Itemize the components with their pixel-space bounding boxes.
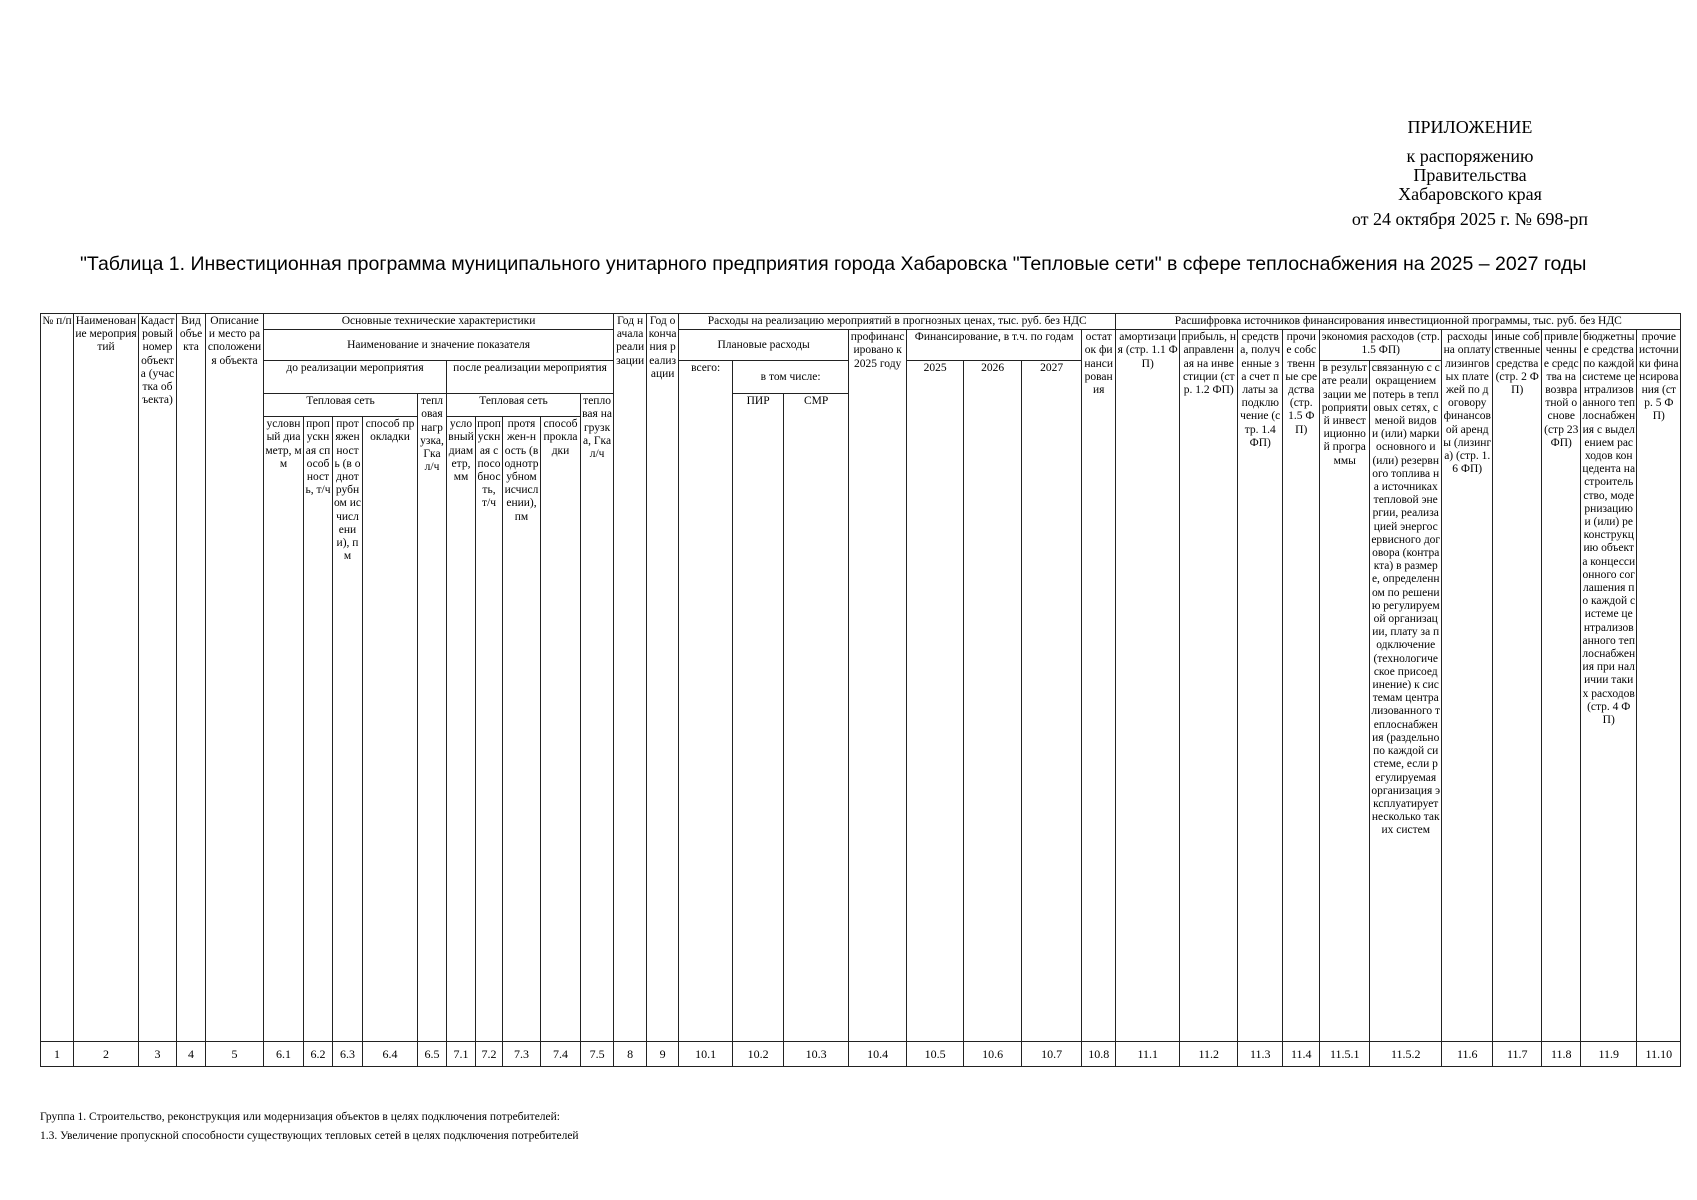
- col-header-name: Наименование мероприятий: [74, 314, 139, 1042]
- column-number: 11.3: [1238, 1042, 1283, 1067]
- column-number: 3: [139, 1042, 177, 1067]
- col-header-after: после реализации мероприятия: [447, 361, 614, 394]
- col-header-prefin: профинансировано к 2025 году: [849, 330, 907, 1042]
- col-header-2025: 2025: [907, 361, 964, 1042]
- col-header-other-src: прочие источники финансирования (стр. 5 ФП): [1637, 330, 1681, 1042]
- column-number: 11.7: [1493, 1042, 1542, 1067]
- appendix-line: к распоряжению: [1406, 146, 1534, 166]
- column-number: 11.5.1: [1320, 1042, 1370, 1067]
- column-number: 6.2: [304, 1042, 333, 1067]
- col-header-cap: пропускная способность, т/ч: [476, 417, 503, 1042]
- col-header-network: Тепловая сеть: [447, 394, 581, 417]
- column-number: 11.10: [1637, 1042, 1681, 1067]
- column-number: 7.2: [476, 1042, 503, 1067]
- column-number: 6.5: [418, 1042, 447, 1067]
- col-header-kind: Вид объекта: [177, 314, 206, 1042]
- col-header-before: до реализации мероприятия: [264, 361, 447, 394]
- column-number: 4: [177, 1042, 206, 1067]
- column-number: 11.6: [1442, 1042, 1493, 1067]
- col-header-economy: экономия расходов (стр. 1.5 ФП): [1320, 330, 1442, 361]
- col-header-leasing: расходы на оплату лизинговых платежей по договору финансовой аренды (лизинга) (стр. 1.6 ФП): [1442, 330, 1493, 1042]
- column-number: 10.3: [784, 1042, 849, 1067]
- subgroup-caption: 1.3. Увеличение пропускной способности существующих тепловых сетей в целях подключения потребителей: [40, 1130, 579, 1142]
- column-numbers-row: [41, 1042, 1681, 1067]
- col-header-pir: ПИР: [733, 394, 784, 1042]
- column-number: 11.8: [1542, 1042, 1581, 1067]
- col-header-other-own: прочие собственные средства (стр. 1.5 ФП): [1283, 330, 1320, 1042]
- header-row: [41, 330, 1681, 361]
- col-header-planned: Плановые расходы: [679, 330, 849, 361]
- col-header-econ-a: в результате реализации мероприятий инвестиционной программы: [1320, 361, 1370, 1042]
- col-header-profit: прибыль, направленная на инвестиции (стр. 1.2 ФП): [1180, 330, 1238, 1042]
- col-header-incl: в том числе:: [733, 361, 849, 394]
- column-number: 10.8: [1082, 1042, 1116, 1067]
- col-header-len: протяженность (в однотрубном исчислении), пм: [333, 417, 363, 1042]
- col-header-indicator: Наименование и значение показателя: [264, 330, 614, 361]
- col-header-other-funds: иные собственные средства (стр. 2 ФП): [1493, 330, 1542, 1042]
- column-number: 8: [614, 1042, 647, 1067]
- column-number: 6.3: [333, 1042, 363, 1067]
- col-header-budget: бюджетные средства по каждой системе централизованного теплоснабжения с выделением расходов концедента на строительство, модернизацию и (или) реконструкцию объекта концессионного соглашения по каждой системе централизованного теплоснабжения при наличии таких расходов (стр. 4 ФП): [1581, 330, 1637, 1042]
- column-number: 10.7: [1022, 1042, 1082, 1067]
- col-header-load: тепловая нагрузка, Гкал/ч: [418, 394, 447, 1042]
- col-header-connect: средства, полученные за счет платы за подключение (стр. 1.4 ФП): [1238, 330, 1283, 1042]
- investment-program-table: [40, 313, 1681, 1067]
- column-number: 1: [41, 1042, 74, 1067]
- column-number: 10.2: [733, 1042, 784, 1067]
- col-header-len: протяжен-ность (в однотрубном исчислении), пм: [503, 417, 541, 1042]
- column-number: 7.4: [541, 1042, 581, 1067]
- column-number: 11.1: [1116, 1042, 1180, 1067]
- column-number: 2: [74, 1042, 139, 1067]
- header-row: [41, 314, 1681, 330]
- column-number: 9: [647, 1042, 679, 1067]
- col-header-econ-b: связанную с сокращением потерь в тепловых сетях, сменой видов и (или) марки основного и (или) резервного топлива на источниках тепловой энергии, реализацией энергосервисного договора (контракта) в размере, определенном по решению регулируемой организации, плату за подключение (технологическое присоединение) к системам централизованного теплоснабжения (раздельно по каждой системе, если регулируемая организация эксплуатирует несколько таких систем: [1370, 361, 1442, 1042]
- col-header-cap: пропускная способность, т/ч: [304, 417, 333, 1042]
- col-header-desc: Описание и место расположения объекта: [206, 314, 264, 1042]
- col-header-diam: условный диаметр, мм: [447, 417, 476, 1042]
- appendix-line: Правительства: [1413, 165, 1527, 185]
- col-header-lay: способ прокладки: [541, 417, 581, 1042]
- col-header-costs: Расходы на реализацию мероприятий в прогнозных ценах, тыс. руб. без НДС: [679, 314, 1116, 330]
- column-number: 7.1: [447, 1042, 476, 1067]
- column-number: 6.4: [363, 1042, 418, 1067]
- column-number: 10.1: [679, 1042, 733, 1067]
- col-header-lay: способ прокладки: [363, 417, 418, 1042]
- col-header-num: № п/п: [41, 314, 74, 1042]
- col-header-load: тепловая нагрузка, Гкал/ч: [581, 394, 614, 1042]
- col-header-year-start: Год начала реализации: [614, 314, 647, 1042]
- col-header-2027: 2027: [1022, 361, 1082, 1042]
- col-header-borrowed: привлеченные средства на возвратной основе (стр 23 ФП): [1542, 330, 1581, 1042]
- col-header-sources: Расшифровка источников финансирования инвестиционной программы, тыс. руб. без НДС: [1116, 314, 1681, 330]
- column-number: 11.2: [1180, 1042, 1238, 1067]
- column-number: 7.3: [503, 1042, 541, 1067]
- column-number: 6.1: [264, 1042, 304, 1067]
- col-header-smr: СМР: [784, 394, 849, 1042]
- col-header-total: всего:: [679, 361, 733, 1042]
- column-number: 11.4: [1283, 1042, 1320, 1067]
- col-header-2026: 2026: [964, 361, 1022, 1042]
- appendix-title: ПРИЛОЖЕНИЕ: [1407, 117, 1533, 137]
- column-number: 11.9: [1581, 1042, 1637, 1067]
- appendix-line: Хабаровского края: [1398, 184, 1542, 204]
- col-header-amort: амортизация (стр. 1.1 ФП): [1116, 330, 1180, 1042]
- col-header-diam: условный диаметр, мм: [264, 417, 304, 1042]
- col-header-tech: Основные технические характеристики: [264, 314, 614, 330]
- col-header-cadastral: Кадастровый номер объекта (участка объекта): [139, 314, 177, 1042]
- group-caption: Группа 1. Строительство, реконструкция или модернизация объектов в целях подключения потребителей:: [40, 1111, 560, 1123]
- column-number: 5: [206, 1042, 264, 1067]
- appendix-date: от 24 октября 2025 г. № 698-рп: [1351, 209, 1589, 229]
- column-number: 10.5: [907, 1042, 964, 1067]
- column-number: 11.5.2: [1370, 1042, 1442, 1067]
- col-header-year-end: Год окончания реализации: [647, 314, 679, 1042]
- col-header-network: Тепловая сеть: [264, 394, 418, 417]
- column-number: 10.6: [964, 1042, 1022, 1067]
- column-number: 10.4: [849, 1042, 907, 1067]
- table-title: "Таблица 1. Инвестиционная программа муниципального унитарного предприятия города Хабаровска "Тепловые сети" в сфере теплоснабжения на 2025 – 2027 годы: [80, 253, 1587, 275]
- col-header-remain: остаток финансирования: [1082, 330, 1116, 1042]
- col-header-fin-years: Финансирование, в т.ч. по годам: [907, 330, 1082, 361]
- column-number: 7.5: [581, 1042, 614, 1067]
- appendix-header: [1320, 118, 1620, 229]
